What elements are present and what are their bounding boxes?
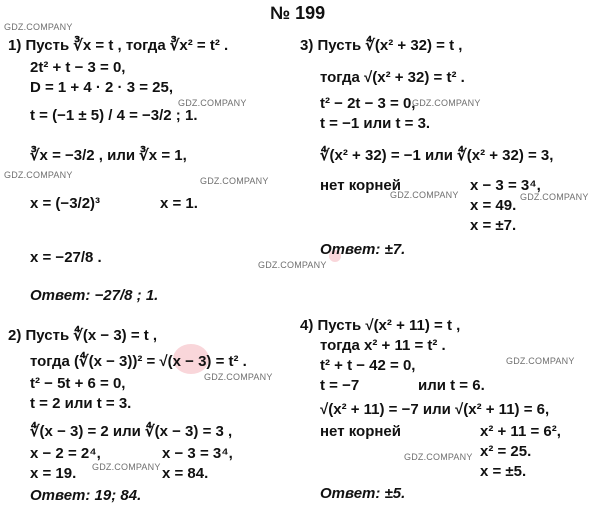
p3-line-4: t = −1 или t = 3.: [320, 115, 431, 132]
watermark-text: GDZ.COMPANY: [178, 98, 247, 108]
watermark-text: GDZ.COMPANY: [258, 260, 327, 270]
p2-line-6b: x − 3 = 3⁴,: [162, 445, 233, 462]
p1-line-2: 2t² + t − 3 = 0,: [30, 59, 126, 76]
watermark-text: GDZ.COMPANY: [506, 356, 575, 366]
p1-line-3: D = 1 + 4 · 2 · 3 = 25,: [30, 79, 173, 96]
p1-line-5: ∛x = −3/2 , или ∛x = 1,: [30, 147, 187, 164]
p3-line-2: тогда √(x² + 32) = t² .: [320, 69, 465, 86]
watermark-text: GDZ.COMPANY: [404, 452, 473, 462]
watermark-text: GDZ.COMPANY: [4, 22, 73, 32]
p4-line-4a: t = −7: [320, 377, 360, 394]
p2-line-7a: x = 19.: [30, 465, 77, 482]
p3-line-8: x = ±7.: [470, 217, 517, 234]
watermark-text: GDZ.COMPANY: [4, 170, 73, 180]
p3-line-6a: нет корней: [320, 177, 401, 194]
p3-answer: Ответ: ±7.: [320, 241, 406, 258]
p2-line-5: ∜(x − 3) = 2 или ∜(x − 3) = 3 ,: [30, 423, 233, 440]
p3-line-7: x = 49.: [470, 197, 517, 214]
p4-line-6a: нет корней: [320, 423, 401, 440]
watermark-text: GDZ.COMPANY: [200, 176, 269, 186]
p4-line-2: тогда x² + 11 = t² .: [320, 337, 446, 354]
p4-line-5: √(x² + 11) = −7 или √(x² + 11) = 6,: [320, 401, 550, 418]
p4-line-6b: x² + 11 = 6²,: [480, 423, 561, 440]
watermark-text: GDZ.COMPANY: [412, 98, 481, 108]
p3-line-1: 3) Пусть ∜(x² + 32) = t ,: [300, 37, 463, 54]
p1-line-1: 1) Пусть ∛x = t , тогда ∛x² = t² .: [8, 37, 229, 54]
p3-line-5: ∜(x² + 32) = −1 или ∜(x² + 32) = 3,: [320, 147, 554, 164]
p2-line-1: 2) Пусть ∜(x − 3) = t ,: [8, 327, 158, 344]
watermark-text: GDZ.COMPANY: [204, 372, 273, 382]
p1-line-4: t = (−1 ± 5) / 4 = −3/2 ; 1.: [30, 107, 198, 124]
p4-line-1: 4) Пусть √(x² + 11) = t ,: [300, 317, 461, 334]
watermark-text: GDZ.COMPANY: [92, 462, 161, 472]
p4-answer: Ответ: ±5.: [320, 485, 406, 502]
p1-line-7: x = −27/8 .: [30, 249, 102, 266]
p3-line-6b: x − 3 = 3⁴,: [470, 177, 541, 194]
p1-line-6a: x = (−3/2)³: [30, 195, 101, 212]
p4-line-3: t² + t − 42 = 0,: [320, 357, 416, 374]
watermark-text: GDZ.COMPANY: [390, 190, 459, 200]
p4-line-8: x = ±5.: [480, 463, 527, 480]
p4-line-4b: или t = 6.: [418, 377, 485, 394]
p2-line-4: t = 2 или t = 3.: [30, 395, 132, 412]
p4-line-7: x² = 25.: [480, 443, 532, 460]
page-title: № 199: [270, 3, 326, 23]
p1-answer: Ответ: −27/8 ; 1.: [30, 287, 159, 304]
p2-answer: Ответ: 19; 84.: [30, 487, 142, 504]
p3-line-3: t² − 2t − 3 = 0,: [320, 95, 416, 112]
p1-line-6b: x = 1.: [160, 195, 198, 212]
p2-line-2: тогда (∜(x − 3))² = √(x − 3) = t² .: [30, 353, 247, 370]
p2-line-3: t² − 5t + 6 = 0,: [30, 375, 126, 392]
watermark-text: GDZ.COMPANY: [520, 192, 589, 202]
p2-line-6a: x − 2 = 2⁴,: [30, 445, 101, 462]
p2-line-7b: x = 84.: [162, 465, 209, 482]
